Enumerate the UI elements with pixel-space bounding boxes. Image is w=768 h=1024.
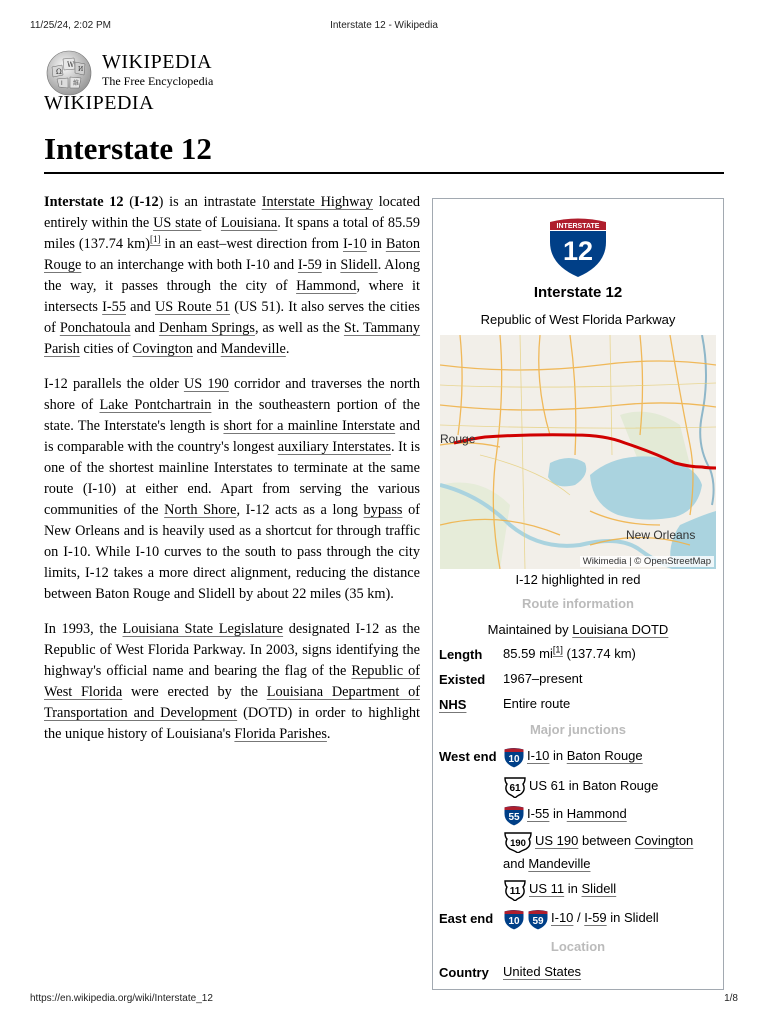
nhs-value: Entire route (503, 696, 571, 711)
svg-text:190: 190 (510, 837, 526, 849)
shield-top-text: INTERSTATE (556, 223, 600, 230)
wikipedia-wordmark: WIKIPEDIA (102, 51, 213, 73)
junction-us-190-cont: and Mandeville (503, 856, 591, 871)
link-west-end-i-10[interactable]: I-10 (527, 748, 550, 763)
print-header (30, 20, 738, 34)
infobox-subtitle: Republic of West Florida Parkway (480, 312, 676, 327)
route-information-header: Route information (522, 596, 634, 611)
print-page-number: 1/8 (724, 993, 738, 1004)
us-11-shield-icon[interactable] (503, 879, 527, 901)
link-junction-hammond[interactable]: Hammond (566, 806, 627, 821)
svg-text:ا: ا (61, 80, 63, 87)
article-body (44, 192, 420, 759)
west-end-value: 10 I-10 in Baton Rouge (503, 745, 643, 768)
link-junction-mandeville[interactable]: Mandeville (528, 856, 591, 871)
infobox-title: Interstate 12 (533, 284, 623, 301)
map-caption: I-12 highlighted in red (515, 572, 641, 587)
i-10-east-shield-icon[interactable] (503, 908, 525, 930)
link-i-55[interactable]: I-55 (102, 299, 126, 315)
page-title: Interstate 12 (44, 131, 212, 166)
location-header: Location (550, 939, 606, 954)
junction-us-61: 61 US 61 in Baton Rouge (503, 775, 658, 798)
paragraph-overview: I-12 parallels the older US 190 corridor and traverses the north shore of Lake Pontchartrain in the southeastern portion of the state. The Interstate's length is short for a mainline Interstate and is comparable with the country's longest auxiliary Interstates. It is one of the shortest mainline Interstates to terminate at the same route (I-10) at either end. Apart from serving the various communities of the North Shore, I-12 acts as a long bypass of New Orleans and is heavily used as a shortcut for through traffic on I-10. While I-10 curves to the south to pass through the city limits, I-12 takes a more direct alignment, reducing the distance between Baton Rouge and Slidell by about 22 miles (35 km). (44, 376, 421, 602)
nhs-link[interactable]: NHS (439, 697, 467, 712)
svg-text:Ω: Ω (56, 68, 62, 76)
print-datetime: 11/25/24, 2:02 PM (30, 20, 111, 31)
svg-text:11: 11 (509, 885, 521, 897)
east-end-label: East end (439, 911, 494, 926)
existed-value: 1967–present (503, 671, 583, 686)
us-190-shield-icon[interactable] (503, 831, 533, 853)
interstate-12-shield-icon[interactable] (543, 212, 613, 282)
junction-us-190: 190 US 190 between Covington (503, 830, 693, 853)
link-us-route-51[interactable]: US Route 51 (154, 299, 231, 315)
link-slidell[interactable]: Slidell (340, 257, 378, 273)
us-61-shield-icon[interactable] (503, 776, 527, 798)
nhs-label[interactable] (439, 697, 466, 712)
svg-text:61: 61 (509, 782, 521, 794)
link-interstate-highway[interactable]: Interstate Highway (261, 194, 373, 210)
map-label-new-orleans: New Orleans (626, 528, 696, 542)
link-republic-of-west-florida[interactable]: Republic of West Florida (44, 663, 421, 700)
shield-number: 12 (562, 236, 594, 266)
length-reference-link[interactable]: [1] (552, 644, 563, 655)
country-value (503, 961, 581, 983)
infobox (432, 198, 724, 990)
link-denham-springs[interactable]: Denham Springs (158, 320, 255, 336)
svg-text:55: 55 (508, 811, 520, 823)
bold-term: I-12 (134, 194, 159, 210)
link-i-59[interactable]: I-59 (297, 257, 322, 273)
map-credit[interactable]: Wikimedia | © OpenStreetMap (580, 556, 714, 567)
link-west-end-baton-rouge[interactable]: Baton Rouge (566, 748, 643, 763)
svg-text:維: 維 (73, 80, 80, 87)
junction-i-55: 55 I-55 in Hammond (503, 803, 627, 826)
link-junction-us-11[interactable]: US 11 (529, 881, 565, 896)
svg-text:W: W (67, 61, 75, 69)
link-mandeville[interactable]: Mandeville (220, 341, 286, 357)
svg-text:10: 10 (508, 753, 520, 765)
link-united-states[interactable]: United States (503, 964, 582, 979)
title-divider (44, 172, 724, 174)
link-st-tammany-parish[interactable]: St. Tammany Parish (44, 320, 421, 357)
major-junctions-header: Major junctions (529, 722, 627, 737)
link-east-end-i-10[interactable]: I-10 (551, 910, 574, 925)
link-auxiliary-interstates[interactable]: auxiliary Interstates (277, 439, 391, 455)
link-short-mainline-interstate[interactable]: short for a mainline Interstate (223, 418, 396, 434)
link-us-190[interactable]: US 190 (183, 376, 229, 392)
bold-term: Interstate 12 (44, 194, 124, 210)
wikipedia-wordmark-secondary: WIKIPEDIA (44, 92, 155, 114)
link-i-10[interactable]: I-10 (342, 236, 367, 252)
link-north-shore[interactable]: North Shore (164, 502, 237, 518)
link-ponchatoula[interactable]: Ponchatoula (59, 320, 131, 336)
svg-text:10: 10 (508, 915, 520, 927)
link-louisiana-dotd[interactable]: Louisiana Department of Transportation and Development (44, 684, 420, 721)
link-junction-covington[interactable]: Covington (634, 833, 694, 848)
maintained-by: Maintained by Louisiana DOTD (487, 622, 669, 637)
wikipedia-tagline: The Free Encyclopedia (102, 74, 214, 88)
paragraph-parkway: In 1993, the Louisiana State Legislature designated I-12 as the Republic of West Florida Parkway. In 2003, signs identifying the highway's official name and bearing the flag of the Republic of West Florida were erected by the Louisiana Department of Transportation and Development (DOTD) in order to highlight the unique history of Louisiana's Florida Parishes. (44, 621, 421, 742)
link-florida-parishes[interactable]: Florida Parishes (234, 726, 327, 742)
print-url: https://en.wikipedia.org/wiki/Interstate_12 (30, 993, 213, 1004)
link-louisiana[interactable]: Louisiana (220, 215, 278, 231)
svg-text:59: 59 (532, 915, 544, 927)
link-covington[interactable]: Covington (132, 341, 193, 357)
length-value: 85.59 mi[1] (137.74 km) (503, 644, 636, 661)
paragraph-intro: Interstate 12 (I-12) is an intrastate Interstate Highway located entirely within the US state of Louisiana. It spans a total of 85.59 miles (137.74 km)[1] in an east–west direction from I-10 in Baton Rouge to an interchange with both I-10 and I-59 in Slidell. Along the way, it passes through the city of Hammond, where it intersects I-55 and US Route 51 (US 51). It also serves the cities of Ponchatoula and Denham Springs, as well as the St. Tammany Parish cities of Covington and Mandeville. (44, 194, 421, 357)
west-end-label: West end (439, 749, 497, 764)
link-east-end-i-59[interactable]: I-59 (584, 910, 607, 925)
map-label-rouge: Rouge (440, 432, 476, 446)
print-tab-title: Interstate 12 - Wikipedia (330, 20, 438, 31)
link-lake-pontchartrain[interactable]: Lake Pontchartrain (99, 397, 212, 413)
existed-label: Existed (439, 672, 486, 687)
junction-us-11: 11 US 11 in Slidell (503, 878, 616, 901)
svg-text:И: И (78, 66, 84, 73)
link-us-state[interactable]: US state (153, 215, 202, 231)
link-louisiana-dotd-infobox[interactable]: Louisiana DOTD (572, 622, 669, 637)
link-louisiana-state-legislature[interactable]: Louisiana State Legislature (122, 621, 284, 637)
country-label: Country (439, 965, 489, 980)
link-junction-us-190[interactable]: US 190 (535, 833, 579, 848)
link-hammond[interactable]: Hammond (296, 278, 357, 294)
length-label: Length (439, 647, 483, 662)
link-junction-i-55[interactable]: I-55 (527, 806, 550, 821)
print-footer (30, 993, 738, 1007)
link-junction-slidell[interactable]: Slidell (581, 881, 617, 896)
wikipedia-globe-icon (44, 47, 94, 97)
reference-link[interactable]: [1] (149, 234, 161, 245)
i-59-shield-icon[interactable] (527, 908, 549, 930)
i-10-shield-icon[interactable] (503, 746, 525, 768)
route-map[interactable] (440, 335, 716, 569)
link-baton-rouge[interactable]: Baton Rouge (44, 236, 420, 273)
east-end-value: 10 59 I-10 / I-59 in Slidell (503, 907, 659, 930)
link-bypass[interactable]: bypass (363, 502, 403, 518)
i-55-shield-icon[interactable] (503, 804, 525, 826)
